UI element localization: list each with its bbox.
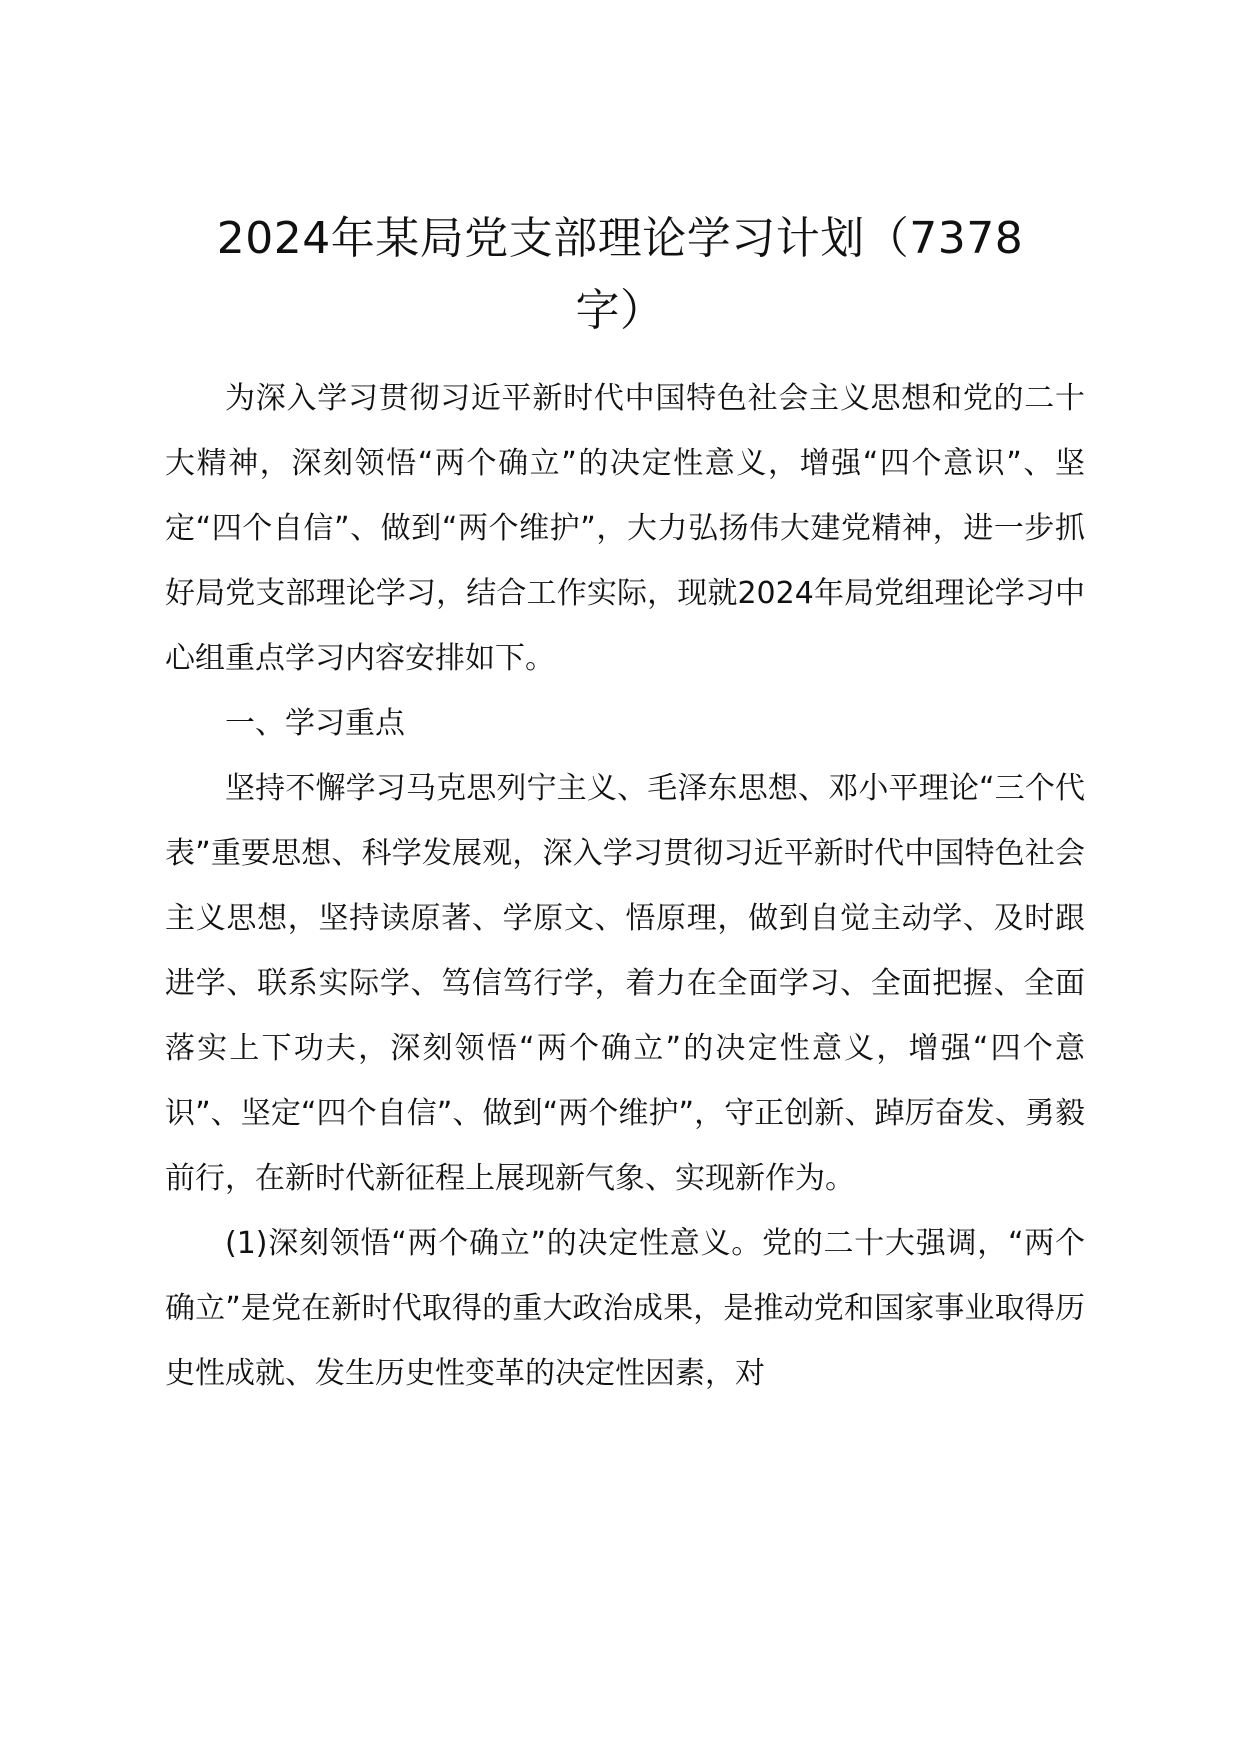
title-line-1: 2024年某局党支部理论学习计划（7378 <box>216 213 1024 264</box>
title-line-2: 字） <box>575 285 665 336</box>
learning-focus-paragraph: 坚持不懈学习马克思列宁主义、毛泽东思想、邓小平理论“三个代表”重要思想、科学发展观，深入学习贯彻习近平新时代中国特色社会主义思想，坚持读原著、学原文、悟原理，做到自觉主动学、及时跟进学、联系实际学、笃信笃行学，着力在全面学习、全面把握、全面落实上下功夫，深刻领悟“两个确立”的决定性意义，增强“四个意识”、坚定“四个自信”、做到“两个维护”，守正创新、踔厉奋发、勇毅前行，在新时代新征程上展现新气象、实现新作为。 <box>165 771 1085 1196</box>
intro-paragraph: 为深入学习贯彻习近平新时代中国特色社会主义思想和党的二十大精神，深刻领悟“两个确立”的决定性意义，增强“四个意识”、坚定“四个自信”、做到“两个维护”，大力弘扬伟大建党精神，进一步抓好局党支部理论学习，结合工作实际，现就2024年局党组理论学习中心组重点学习内容安排如下。 <box>165 381 1085 676</box>
item-1-paragraph: (1)深刻领悟“两个确立”的决定性意义。党的二十大强调，“两个确立”是党在新时代取得的重大政治成果，是推动党和国家事业取得历史性成就、发生历史性变革的决定性因素，对 <box>165 1226 1085 1391</box>
document-body <box>165 366 1085 1406</box>
section-heading-learning-focus: 一、学习重点 <box>225 706 405 741</box>
document-title <box>160 203 1080 347</box>
